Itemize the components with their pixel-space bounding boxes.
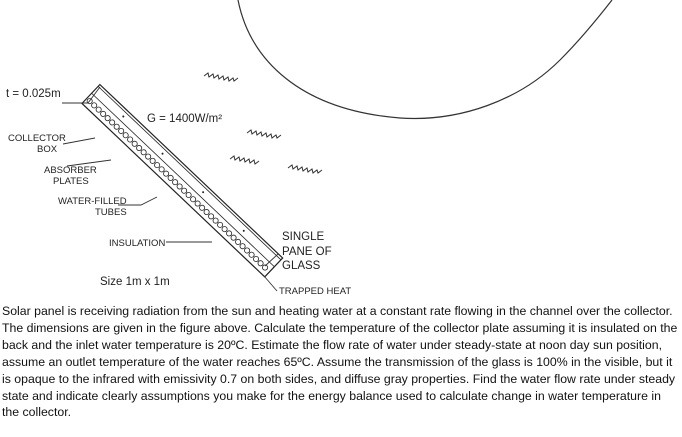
problem-statement: Solar panel is receiving radiation from the sun and heating water at a constant rate flowing in the channel over the collector. The dimensions are given in the figure above. Calculate the temperature of the collector plate assuming it is insulated on the back and the inlet water temperature is 20ºC. Estimate the flow rate of water under steady-state at noon day sun position, assume an outlet temperature of the water reaches 65ºC. Assume the transmission of the glass is 100% in the visible, but it is opaque to the infrared with emissivity 0.7 on both sides, and diffuse gray properties. Find the water flow rate under steady state and indicate clearly assumptions you make for the energy balance used to calculate change in water temperature in the collector.	[2, 304, 678, 420]
collector-box-leader	[63, 138, 95, 144]
glass-label-line1: SINGLE	[282, 231, 325, 243]
radiation-label: G = 1400W/m²	[147, 113, 223, 125]
glass-label-line3: GLASS	[282, 260, 321, 272]
absorber-plates-label-line2: PLATES	[53, 176, 89, 187]
water-tubes-label-line2: TUBES	[95, 207, 127, 218]
size-label: Size 1m x 1m	[100, 276, 170, 288]
trapped-heat-label: TRAPPED HEAT	[279, 286, 352, 297]
insulation-label: INSULATION	[109, 238, 166, 249]
sun-arc	[238, 0, 612, 118]
trapped-heat-leader	[264, 276, 277, 291]
collector-box-label-line2: BOX	[37, 144, 58, 155]
glass-label-line2: PANE OF	[282, 246, 332, 258]
thickness-label: t = 0.025m	[6, 88, 61, 100]
absorber-plates-label-line1: ABSORBER	[44, 165, 97, 176]
water-tubes-label-line1: WATER-FILLED	[58, 196, 127, 207]
collector-box-label-line1: COLLECTOR	[8, 133, 66, 144]
